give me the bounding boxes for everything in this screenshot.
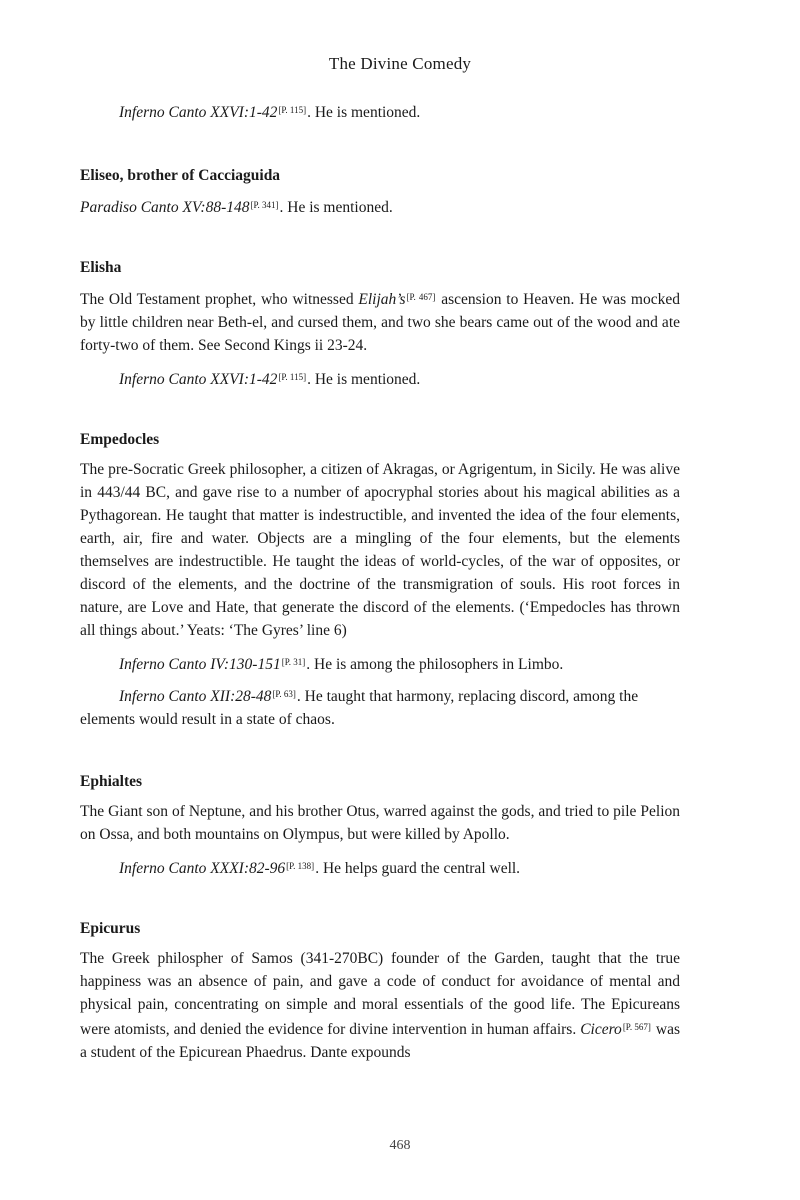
- cross-link-elijah[interactable]: Elijah’s: [358, 291, 406, 308]
- running-header: The Divine Comedy: [328, 54, 472, 73]
- page-ref[interactable]: [P. 115]: [278, 105, 307, 115]
- page-ref[interactable]: [P. 567]: [622, 1022, 651, 1032]
- page-number: 468: [389, 1138, 411, 1153]
- canto-link[interactable]: Inferno Canto XXVI:1-42: [119, 371, 278, 388]
- page-ref[interactable]: [P. 115]: [278, 372, 307, 382]
- body-text: was a student of the Epicurean Phaedrus. Dante expounds: [80, 1021, 681, 1061]
- ref-note: . He is mentioned.: [307, 104, 421, 121]
- body-text: ascension to Heaven. He was mocked by little children near Beth-el, and cursed them, and two she bears came out of the wood and ate forty-two of them. See Second Kings ii 23-24.: [80, 291, 680, 354]
- canto-link[interactable]: Paradiso Canto XV:88-148: [80, 199, 250, 216]
- entry-body: The pre-Socratic Greek philosopher, a citizen of Akragas, or Agrigentum, in Sicily. He was alive in 443/44 BC, and gave rise to a number of apocryphal stories about his magical abilities as a Pythagorean. He taught that matter is indestructible, and invented the idea of the four elements, earth, air, fire and water. Objects are a mingling of the four elements, but the elements themselves are indestructible. He taught the ideas of world-cycles, of the war of opposites, or discord of the elements, and the doctrine of the transmigration of souls. His root forces in nature, are Love and Hate, that generate the discord of the elements. (‘Empedocles has thrown all things about.’ Yeats: ‘The Gyres’ line 6): [80, 461, 680, 639]
- canto-link[interactable]: Inferno Canto XXVI:1-42: [119, 104, 278, 121]
- ref-note: . He is mentioned.: [307, 371, 421, 388]
- canto-link[interactable]: Inferno Canto XII:28-48: [119, 688, 272, 705]
- entry-body: [80, 947, 680, 1064]
- entry-ephialtes: [80, 771, 680, 878]
- cross-reference: [80, 366, 680, 389]
- cross-reference: [80, 855, 680, 878]
- entry-heading: Elisha: [80, 259, 122, 276]
- page-ref[interactable]: [P. 341]: [250, 200, 279, 210]
- page-ref[interactable]: [P. 31]: [281, 657, 306, 667]
- entry-body: [80, 286, 680, 357]
- page-ref[interactable]: [P. 467]: [406, 292, 436, 302]
- canto-link[interactable]: Inferno Canto XXXI:82-96: [119, 860, 286, 877]
- entry-heading: Eliseo, brother of Cacciaguida: [80, 167, 281, 184]
- entry-epicurus: [80, 918, 680, 1064]
- entry-elisha: [80, 257, 680, 389]
- entry-body: The Giant son of Neptune, and his brother Otus, warred against the gods, and tried to pile Pelion on Ossa, and both mountains on Olympus, but were killed by Apollo.: [80, 803, 680, 843]
- body-text: The Greek philospher of Samos (341-270BC) founder of the Garden, taught that the true happiness was an absence of pain, and gave a code of conduct for avoidance of mental and physical pain, concentrating on simple and moral essentials of the good life. The Epicureans were atomists, and denied the evidence for divine intervention in human affairs.: [80, 950, 680, 1038]
- page-ref[interactable]: [P. 138]: [286, 861, 315, 871]
- ref-note: . He is mentioned.: [279, 199, 393, 216]
- body-text: The Old Testament prophet, who witnessed: [80, 291, 359, 308]
- entry-heading: Empedocles: [80, 431, 160, 448]
- cross-reference: [80, 683, 680, 731]
- ref-note: . He is among the philosophers in Limbo.: [306, 656, 564, 673]
- page-ref[interactable]: [P. 63]: [272, 689, 296, 699]
- ref-note: . He taught that harmony, replacing discord, among the elements would result in a state of chaos.: [80, 688, 639, 728]
- cross-reference: [80, 194, 680, 217]
- entry-eliseo: [80, 165, 680, 217]
- entry-empedocles: [80, 429, 680, 731]
- canto-link[interactable]: Inferno Canto IV:130-151: [119, 656, 281, 673]
- cross-reference: [80, 651, 680, 674]
- entry-heading: Ephialtes: [80, 773, 143, 790]
- entry-heading: Epicurus: [80, 920, 141, 937]
- page-content: [80, 99, 680, 1073]
- cross-link-cicero[interactable]: Cicero: [580, 1021, 622, 1038]
- ref-note: . He helps guard the central well.: [315, 860, 521, 877]
- cross-reference: [80, 99, 680, 122]
